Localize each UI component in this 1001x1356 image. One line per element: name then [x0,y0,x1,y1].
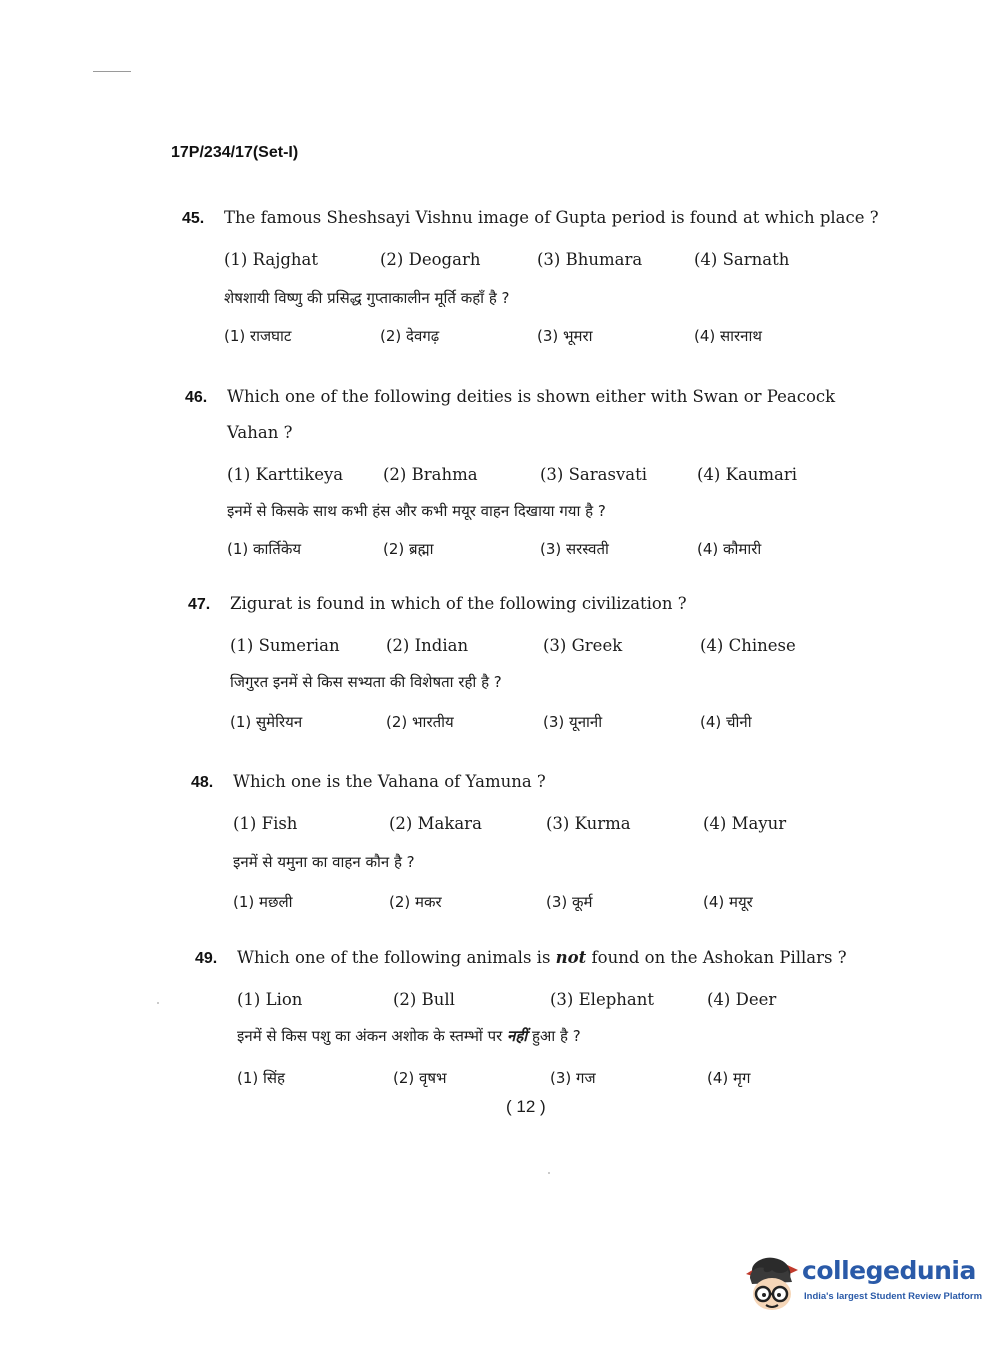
option-4-en: (4) Sarnath [694,250,790,269]
question-number: 49. [195,950,218,967]
option-4-hi: (4) कौमारी [697,540,762,558]
options-hi [230,712,888,742]
options-hi [224,326,882,356]
option-2-en: (2) Deogarh [380,250,481,269]
question-number: 46. [185,389,208,406]
option-1-hi: (1) सिंह [237,1069,286,1087]
options-en [227,465,885,495]
question-47 [188,596,888,742]
option-2-en: (2) Makara [389,814,482,833]
page-number: ( 12 ) [506,1097,546,1116]
option-4-en: (4) Mayur [703,814,787,833]
option-2-hi: (2) ब्रह्मा [383,540,434,558]
option-2-hi: (2) देवगढ़ [380,327,440,345]
question-text-en: Zigurat is found in which of the following civilization ? [230,594,687,613]
mascot-icon [742,1252,800,1314]
option-3-en: (3) Sarasvati [540,465,648,484]
option-2-en: (2) Brahma [383,465,478,484]
option-3-hi: (3) सरस्वती [540,540,609,558]
option-1-hi: (1) कार्तिकेय [227,540,302,558]
options-en [224,250,882,280]
option-1-hi: (1) राजघाट [224,327,292,345]
option-2-hi: (2) भारतीय [386,713,454,731]
question-text-hi [237,1026,895,1056]
question-text-part: Which one of the following animals is [237,948,556,967]
question-46 [185,389,885,569]
option-2-en: (2) Bull [393,990,455,1009]
option-1-en: (1) Karttikeya [227,465,344,484]
option-1-en: (1) Sumerian [230,636,340,655]
question-text-en: Which one is the Vahana of Yamuna ? [233,772,546,791]
option-1-en: (1) Fish [233,814,298,833]
options-hi [233,892,891,922]
options-en [230,636,888,666]
question-text-part: इनमें से किस पशु का अंकन अशोक के स्तम्भों पर [237,1027,508,1045]
option-1-hi: (1) मछली [233,893,293,911]
option-2-hi: (2) मकर [389,893,442,911]
option-3-hi: (3) भूमरा [537,327,593,345]
logo-wordmark: collegedunia [802,1256,976,1285]
question-number: 45. [182,210,205,227]
top-rule [93,71,131,72]
option-2-en: (2) Indian [386,636,469,655]
option-4-en: (4) Kaumari [697,465,798,484]
option-3-en: (3) Bhumara [537,250,643,269]
question-48 [191,774,891,922]
question-text-hi: शेषशायी विष्णु की प्रसिद्ध गुप्ताकालीन मूर्ति कहाँ है ? [224,289,510,307]
option-4-en: (4) Deer [707,990,777,1009]
option-4-hi: (4) सारनाथ [694,327,762,345]
option-3-hi: (3) गज [550,1069,596,1087]
emphasis-not: not [555,948,587,967]
question-text-part: हुआ है ? [527,1027,581,1045]
question-number: 48. [191,774,214,791]
question-text-en [237,948,847,967]
scan-speck [157,1002,159,1004]
logo-tagline: India's largest Student Review Platform [804,1291,983,1302]
question-49 [195,950,895,1098]
question-text-en-cont: Vahan ? [227,423,293,442]
option-3-hi: (3) कूर्म [546,893,593,911]
option-3-en: (3) Elephant [550,990,654,1009]
options-en [237,990,895,1020]
option-4-hi: (4) चीनी [700,713,752,731]
option-2-hi: (2) वृषभ [393,1069,447,1087]
option-1-hi: (1) सुमेरियन [230,713,303,731]
question-text-hi: इनमें से यमुना का वाहन कौन है ? [233,853,415,871]
option-3-en: (3) Greek [543,636,623,655]
question-text-hi: इनमें से किसके साथ कभी हंस और कभी मयूर वाहन दिखाया गया है ? [227,502,606,520]
scan-speck [548,1172,550,1174]
option-4-hi: (4) मृग [707,1069,751,1087]
question-45 [182,210,882,356]
question-text-en: The famous Sheshsayi Vishnu image of Gupta period is found at which place ? [224,208,879,227]
question-text-part: found on the Ashokan Pillars ? [586,948,847,967]
options-en [233,814,891,844]
options-hi [227,539,885,569]
option-3-hi: (3) यूनानी [543,713,603,731]
option-3-en: (3) Kurma [546,814,631,833]
option-4-hi: (4) मयूर [703,893,753,911]
option-1-en: (1) Rajghat [224,250,319,269]
option-4-en: (4) Chinese [700,636,796,655]
question-text-hi: जिगुरत इनमें से किस सभ्यता की विशेषता रही है ? [230,673,502,691]
emphasis-nahin: नहीं [507,1027,528,1045]
options-hi [237,1068,895,1098]
option-1-en: (1) Lion [237,990,303,1009]
question-text-en: Which one of the following deities is shown either with Swan or Peacock [227,387,836,406]
paper-code: 17P/234/17(Set-I) [171,144,299,161]
collegedunia-logo [742,1252,983,1314]
question-number: 47. [188,596,211,613]
